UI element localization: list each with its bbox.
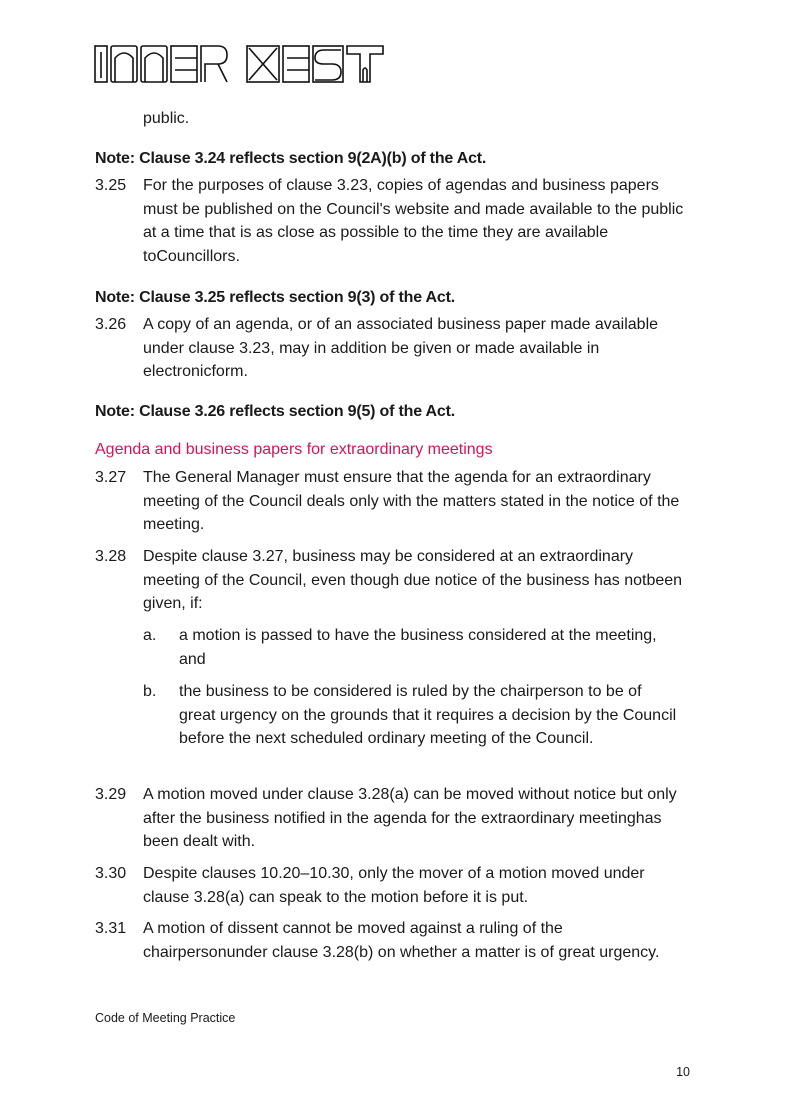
clause-text: A motion of dissent cannot be moved against a ruling of the chairpersonunder clause 3.28(b) on whether a matter is of great urgency.	[143, 920, 660, 961]
clause-text: The General Manager must ensure that the agenda for an extraordinary meeting of the Council deals only with the matters stated in the notice of the meeting.	[143, 469, 680, 533]
clause-text: A motion moved under clause 3.28(a) can be moved without notice but only after the business notified in the agenda for the extraordinary meetinghas been dealt with.	[143, 786, 677, 850]
clause-number: 3.28	[95, 548, 127, 565]
clause-3-28	[95, 545, 695, 616]
footer-title: Code of Meeting Practice	[95, 1011, 236, 1025]
continuation-text: public.	[143, 110, 190, 127]
clause-text: A copy of an agenda, or of an associated business paper made available under clause 3.23, may in addition be given or made available in electronicform.	[143, 316, 659, 380]
clause-number: 3.27	[95, 469, 127, 486]
clause-3-31	[95, 917, 695, 964]
page-number: 10	[676, 1065, 690, 1079]
note-clause-3-26: Note: Clause 3.26 reflects section 9(5) of the Act.	[95, 403, 455, 420]
clause-3-26	[95, 313, 695, 384]
clause-number: 3.30	[95, 865, 127, 882]
clause-3-30	[95, 862, 695, 909]
inner-west-logo	[94, 44, 394, 84]
clause-3-25	[95, 174, 695, 268]
clause-number: 3.25	[95, 177, 127, 194]
subitem-a	[143, 624, 688, 671]
clause-number: 3.29	[95, 786, 127, 803]
subitem-b	[143, 680, 688, 751]
clause-text: For the purposes of clause 3.23, copies of agendas and business papers must be published on the Council's website and made available to the public at a time that is as close as possible to the time they are available toCouncillors.	[143, 177, 684, 265]
subitem-letter: a.	[143, 627, 157, 644]
svg-text:INNER WEST: INNER WEST	[94, 44, 101, 45]
note-clause-3-24: Note: Clause 3.24 reflects section 9(2A)(b) of the Act.	[95, 150, 487, 167]
clause-text: Despite clause 3.27, business may be considered at an extraordinary meeting of the Council, even though due notice of the business has notbeen given, if:	[143, 548, 683, 612]
clause-number: 3.26	[95, 316, 127, 333]
clause-3-27	[95, 466, 695, 537]
section-heading: Agenda and business papers for extraordinary meetings	[95, 441, 493, 458]
clause-number: 3.31	[95, 920, 127, 937]
note-clause-3-25: Note: Clause 3.25 reflects section 9(3) of the Act.	[95, 289, 455, 306]
subitem-text: the business to be considered is ruled by the chairperson to be of great urgency on the grounds that it requires a decision by the Council before the next scheduled ordinary meeting of the Council.	[179, 683, 677, 747]
clause-text: Despite clauses 10.20–10.30, only the mover of a motion moved under clause 3.28(a) can speak to the motion before it is put.	[143, 865, 645, 906]
subitem-text: a motion is passed to have the business considered at the meeting, and	[179, 627, 657, 668]
subitem-letter: b.	[143, 683, 157, 700]
clause-3-29	[95, 783, 695, 854]
